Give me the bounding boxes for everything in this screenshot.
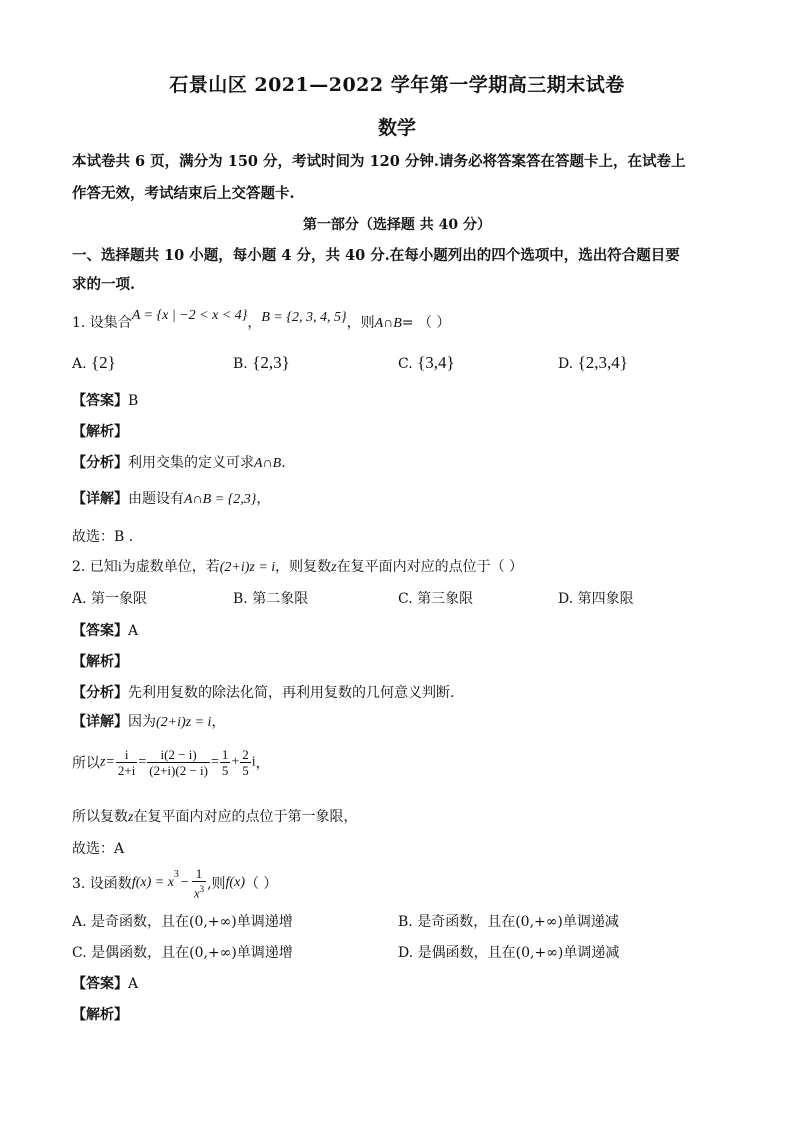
- q2-suffix: 在复平面内对应的点位于（ ）: [336, 559, 524, 575]
- q3-option-a: [72, 911, 293, 931]
- q1-fenxi: [72, 452, 286, 472]
- q2-detail: [72, 711, 225, 731]
- q1-detail: [72, 488, 270, 508]
- q3-mid: ,则: [207, 876, 226, 893]
- part1-heading: 第一部分（选择题 共 40 分）: [302, 217, 492, 233]
- fraction-denominator: 2+i: [117, 763, 136, 778]
- q1-option-b: [233, 353, 290, 373]
- q2-i-symbol: i: [117, 560, 122, 575]
- q1-option-a: [72, 353, 116, 373]
- q2-option-b: [233, 588, 308, 608]
- fraction-3: [220, 747, 231, 778]
- fenxi-text: 利用交集的定义可求: [128, 455, 254, 471]
- option-value: 第二象限: [252, 591, 309, 607]
- fenxi-tag: 【分析】: [72, 455, 128, 471]
- fenxi-text: 先利用复数的除法化简，再利用复数的几何意义判断.: [128, 685, 455, 701]
- q2-prefix: 2. 已知: [72, 559, 118, 575]
- option-value: {2}: [91, 353, 116, 372]
- option-label: A.: [72, 914, 87, 930]
- q1-sep: ，: [247, 315, 262, 331]
- option-value: 第一象限: [91, 591, 148, 607]
- q2-choose: 故选：A: [72, 841, 125, 857]
- q3-suffix: （ ）: [244, 876, 278, 893]
- fenxi-tag: 【分析】: [72, 685, 128, 701]
- q1-analysis-tag: 【解析】: [72, 424, 128, 440]
- part1-instruction-1: 一、选择题共 10 小题，每小题 4 分，共 40 分.在每小题列出的四个选项中，选出符合题目要: [72, 247, 680, 264]
- option-value: 第三象限: [417, 591, 474, 607]
- option-label: B.: [398, 914, 413, 930]
- q2-mid2: ，则复数: [275, 559, 332, 575]
- q1-choose: 故选：B .: [72, 529, 134, 545]
- q3-option-b: [398, 911, 619, 931]
- imaginary-unit: i: [251, 754, 256, 770]
- q1-ask-pre: ，则: [346, 315, 375, 331]
- fenxi-expr: A∩B: [254, 456, 282, 471]
- fraction-numerator: i: [116, 747, 137, 763]
- detail-text: 由题设有: [128, 491, 184, 507]
- equals-sign: =: [138, 754, 147, 770]
- answer-value: A: [128, 623, 139, 639]
- derivation-post: ，: [255, 755, 270, 772]
- q2-answer: [72, 620, 138, 640]
- q3-exponent: 3: [173, 869, 179, 881]
- answer-value: B: [128, 393, 139, 409]
- option-label: B.: [233, 356, 248, 372]
- option-label: D.: [398, 945, 414, 961]
- q3-fraction: [192, 866, 206, 900]
- answer-value: A: [128, 976, 139, 992]
- answer-tag: 【答案】: [72, 623, 128, 639]
- minus-sign: −: [180, 875, 189, 891]
- derivation-prefix: 所以: [72, 755, 100, 772]
- detail-tag: 【详解】: [72, 491, 128, 507]
- option-label: C.: [398, 356, 413, 372]
- q3-fx: f(x): [225, 875, 245, 891]
- question-3: [72, 866, 277, 900]
- fraction-numerator: i(2 − i): [147, 747, 210, 763]
- q1-option-d: [558, 353, 628, 373]
- detail-tag: 【详解】: [72, 714, 128, 730]
- question-1: [72, 308, 451, 332]
- option-value: {2,3}: [252, 353, 290, 372]
- option-value: 是奇函数，且在(0,+∞)单调递增: [91, 914, 293, 930]
- fraction-1: [116, 747, 137, 778]
- option-label: C.: [398, 591, 413, 607]
- question-2: [72, 556, 523, 576]
- plus-sign: +: [231, 754, 240, 770]
- conclusion-text: 所以复数: [72, 809, 128, 825]
- q2-fenxi: [72, 682, 454, 702]
- q2-derivation: [72, 747, 270, 778]
- q3-prefix: 3. 设函数: [72, 876, 132, 893]
- q1-set-b: B = {2, 3, 4, 5}: [261, 310, 347, 325]
- q3-option-d: [398, 942, 619, 962]
- q2-conclusion: [72, 806, 357, 826]
- fraction-denominator: [192, 882, 206, 900]
- option-value: 是奇函数，且在(0,+∞)单调递减: [417, 914, 619, 930]
- option-label: C.: [72, 945, 87, 961]
- derivation-z: z=: [100, 754, 115, 770]
- option-label: A.: [72, 591, 87, 607]
- part1-instruction-2: 求的一项.: [72, 276, 136, 293]
- detail-expr: A∩B = {2,3}: [184, 492, 257, 507]
- detail-expr: (2+i)z = i: [156, 715, 212, 730]
- fraction-numerator: 1: [221, 747, 229, 762]
- q1-set-a: A = {x | −2 < x < 4}: [131, 308, 248, 323]
- q2-analysis-tag: 【解析】: [72, 654, 128, 670]
- option-value: 是偶函数，且在(0,+∞)单调递减: [417, 945, 620, 961]
- q1-ask-expr: A∩B: [374, 316, 402, 331]
- q2-option-d: [558, 588, 634, 608]
- intro-line-1: 本试卷共 6 页，满分为 150 分，考试时间为 120 分钟.请务必将答案答在答题卡上，在试卷上: [72, 153, 686, 170]
- option-label: A.: [72, 356, 87, 372]
- fraction-denominator: (2+i)(2 − i): [149, 763, 208, 778]
- option-label: D.: [558, 591, 574, 607]
- intro-line-2: 作答无效，考试结束后上交答题卡.: [72, 185, 295, 202]
- q2-option-c: [398, 588, 473, 608]
- q3-analysis-tag: 【解析】: [72, 1007, 128, 1023]
- q2-mid1: 为虚数单位，若: [121, 559, 220, 575]
- subject-title: 数学: [377, 117, 416, 139]
- option-value: 第四象限: [577, 591, 634, 607]
- option-value: 是偶函数，且在(0,+∞)单调递增: [91, 945, 293, 961]
- fraction-denominator: 5: [221, 763, 229, 778]
- conclusion-post: 在复平面内对应的点位于第一象限，: [133, 809, 358, 825]
- fraction-numerator: 1: [192, 866, 206, 882]
- q3-function-lhs: f(x) = x: [131, 875, 174, 891]
- fenxi-post: .: [281, 455, 286, 471]
- q1-answer: [72, 390, 138, 410]
- detail-post: ，: [211, 714, 226, 730]
- fraction-4: [240, 747, 251, 778]
- q1-option-c: [398, 353, 455, 373]
- q2-condition: (2+i)z = i: [219, 560, 276, 575]
- q1-prefix: 1. 设集合: [72, 315, 132, 331]
- fraction-numerator: 2: [242, 747, 249, 762]
- denominator-exponent: 3: [199, 884, 205, 894]
- q2-option-a: [72, 588, 147, 608]
- answer-tag: 【答案】: [72, 393, 128, 409]
- answer-tag: 【答案】: [72, 976, 128, 992]
- option-label: B.: [233, 591, 248, 607]
- detail-post: ，: [256, 491, 271, 507]
- q3-answer: [72, 973, 138, 993]
- equals-sign: =: [210, 754, 219, 770]
- q3-option-c: [72, 942, 293, 962]
- denominator-base: x: [193, 885, 200, 901]
- option-label: D.: [558, 356, 574, 372]
- page-title: 石景山区 2021—2022 学年第一学期高三期末试卷: [169, 74, 625, 96]
- fraction-2: [147, 747, 210, 778]
- q2-z-symbol: z: [331, 560, 337, 575]
- q1-ask-post: = （ ）: [401, 315, 451, 331]
- option-value: {3,4}: [417, 353, 455, 372]
- detail-text: 因为: [128, 714, 156, 730]
- conclusion-z: z: [128, 810, 134, 825]
- option-value: {2,3,4}: [577, 353, 628, 372]
- fraction-denominator: 5: [242, 763, 249, 778]
